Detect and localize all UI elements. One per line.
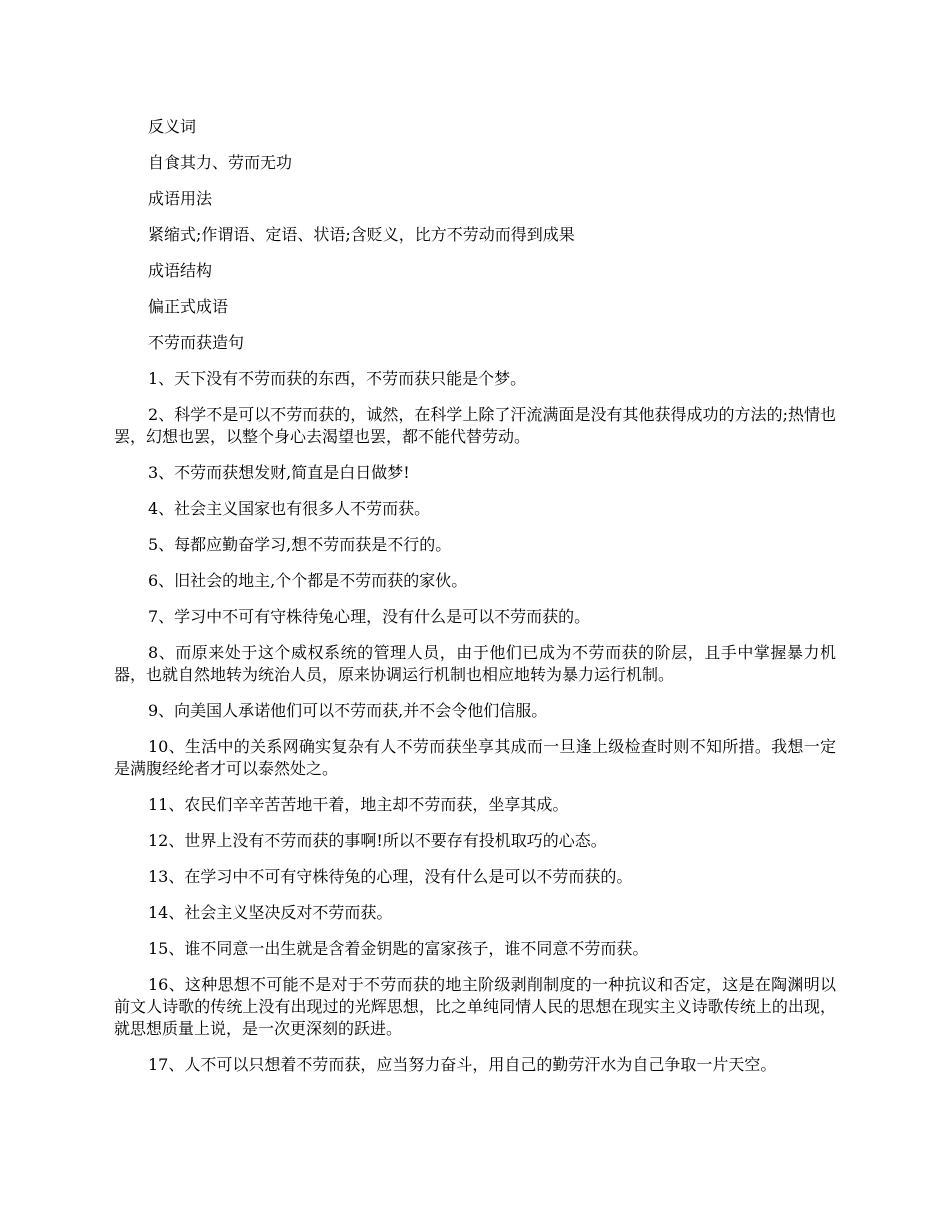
example-sentence-16: 16、这种思想不可能不是对于不劳而获的地主阶级剥削制度的一种抗议和否定，这是在陶渊明以前文人诗歌的传统上没有出现过的光辉思想，比之单纯同情人民的思想在现实主义诗歌传统上的出现，就思想质量上说，是一次更深刻的跃进。 xyxy=(114,975,836,1038)
structure-text: 偏正式成语 xyxy=(148,297,229,316)
example-sentence-6: 6、旧社会的地主,个个都是不劳而获的家伙。 xyxy=(148,571,468,590)
example-sentence-5: 5、每都应勤奋学习,想不劳而获是不行的。 xyxy=(148,535,452,554)
usage-heading: 成语用法 xyxy=(148,189,213,208)
example-sentence-10: 10、生活中的关系网确实复杂有人不劳而获坐享其成而一旦逢上级检查时则不知所措。我想一定是满腹经纶者才可以泰然处之。 xyxy=(114,737,836,778)
example-sentence-14: 14、社会主义坚决反对不劳而获。 xyxy=(148,903,393,922)
examples-heading: 不劳而获造句 xyxy=(148,333,245,352)
example-sentence-12: 12、世界上没有不劳而获的事啊!所以不要存有投机取巧的心态。 xyxy=(148,831,607,850)
document-body xyxy=(114,116,836,1090)
example-sentence-1: 1、天下没有不劳而获的东西，不劳而获只能是个梦。 xyxy=(148,369,527,388)
example-sentence-4: 4、社会主义国家也有很多人不劳而获。 xyxy=(148,499,431,518)
example-sentence-2: 2、科学不是可以不劳而获的，诚然，在科学上除了汗流满面是没有其他获得成功的方法的;热情也罢，幻想也罢，以整个身心去渴望也罢，都不能代替劳动。 xyxy=(114,405,836,446)
example-sentence-8: 8、而原来处于这个威权系统的管理人员，由于他们已成为不劳而获的阶层，且手中掌握暴力机器，也就自然地转为统治人员，原来协调运行机制也相应地转为暴力运行机制。 xyxy=(114,643,836,684)
example-sentence-7: 7、学习中不可有守株待兔心理，没有什么是可以不劳而获的。 xyxy=(148,607,591,626)
antonyms-text: 自食其力、劳而无功 xyxy=(148,153,293,172)
example-sentence-11: 11、农民们辛辛苦苦地干着，地主却不劳而获，坐享其成。 xyxy=(148,795,569,814)
antonyms-heading: 反义词 xyxy=(148,117,197,136)
usage-text: 紧缩式;作谓语、定语、状语;含贬义，比方不劳动而得到成果 xyxy=(148,225,575,244)
example-sentence-15: 15、谁不同意一出生就是含着金钥匙的富家孩子，谁不同意不劳而获。 xyxy=(148,939,649,958)
structure-heading: 成语结构 xyxy=(148,261,213,280)
example-sentence-17: 17、人不可以只想着不劳而获，应当努力奋斗，用自己的勤劳汗水为自己争取一片天空。 xyxy=(148,1055,777,1074)
example-sentence-3: 3、不劳而获想发财,简直是白日做梦! xyxy=(148,463,410,482)
example-sentence-9: 9、向美国人承诺他们可以不劳而获,并不会令他们信服。 xyxy=(148,701,548,720)
example-sentence-13: 13、在学习中不可有守株待兔的心理，没有什么是可以不劳而获的。 xyxy=(148,867,633,886)
